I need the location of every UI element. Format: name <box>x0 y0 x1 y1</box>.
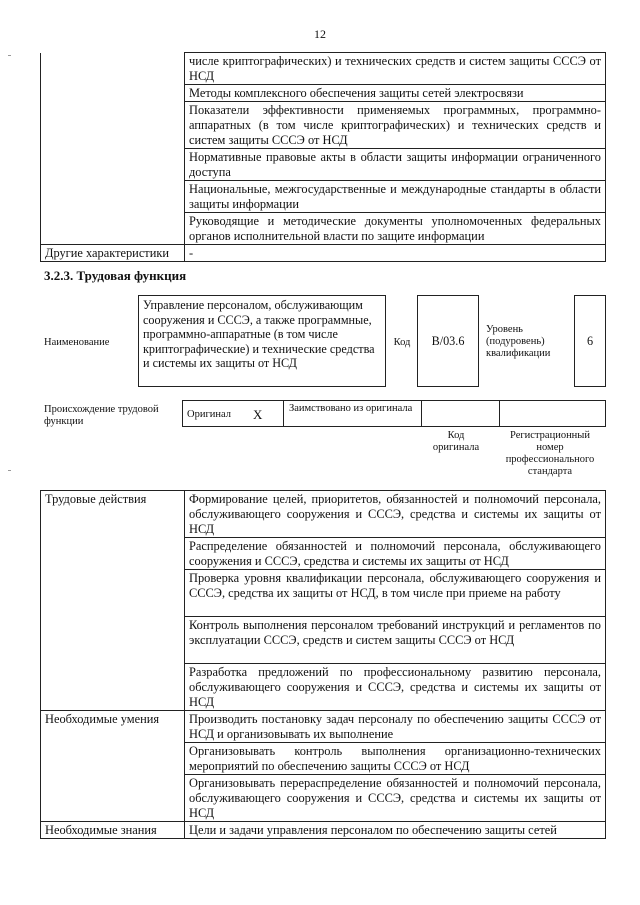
row-text: Производить постановку задач персоналу по обеспечению защиты СССЭ от НСД и организовывать их выполнение <box>185 711 606 743</box>
row-text: - <box>185 245 606 262</box>
row-label <box>41 149 185 181</box>
row-label <box>41 775 185 822</box>
table-row <box>41 491 606 538</box>
row-label: Необходимые знания <box>41 822 185 839</box>
level-label: Уровень (подуровень) квалификации <box>486 324 551 359</box>
table-row <box>41 213 606 245</box>
section-title: 3.2.3. Трудовая функция <box>44 268 187 283</box>
divider <box>283 401 284 427</box>
row-label: Другие характеристики <box>41 245 185 262</box>
row-label <box>41 743 185 775</box>
row-label <box>41 617 185 664</box>
table-row <box>41 775 606 822</box>
row-text: Распределение обязанностей и полномочий персонала, обслуживающего сооружения и СССЭ, средства и системы их защиты от НСД <box>185 538 606 570</box>
table-row <box>41 711 606 743</box>
table-row <box>41 149 606 181</box>
table-row <box>41 53 606 85</box>
table-row <box>41 664 606 711</box>
knowledge-table-continuation <box>40 52 606 262</box>
table-row <box>41 181 606 213</box>
row-label <box>41 102 185 149</box>
borrowed-label: Заимствовано из оригинала <box>289 403 413 414</box>
row-label: Трудовые действия <box>41 491 185 538</box>
scan-mark <box>8 470 11 471</box>
row-text: Показатели эффективности применяемых программных, программно-аппаратных (в том числе криптографических) и технических средств и систем защиты СССЭ от НСД <box>185 102 606 149</box>
table-row <box>41 570 606 617</box>
divider <box>421 401 422 427</box>
row-text: Национальные, межгосударственные и международные стандарты в области защиты информации <box>185 181 606 213</box>
original-mark: X <box>253 406 263 422</box>
row-text: Проверка уровня квалификации персонала, обслуживающего сооружения и СССЭ, средства их защиты от НСД, в том числе при приеме на работу <box>185 570 606 617</box>
code-label: Код <box>393 337 411 348</box>
labor-function-table <box>40 490 606 839</box>
origin-box <box>182 400 606 427</box>
row-text: Контроль выполнения персоналом требований инструкций и регламентов по эксплуатации СССЭ, средств и систем защиты СССЭ от НСД <box>185 617 606 664</box>
code-caption: Код оригинала <box>432 430 480 453</box>
table-row <box>41 743 606 775</box>
row-text: Организовывать перераспределение обязанностей и полномочий персонала, обслуживающего сооружения и СССЭ, средства и системы их защиты от НСД <box>185 775 606 822</box>
row-text: Формирование целей, приоритетов, обязанностей и полномочий персонала, обслуживающего сооружения и СССЭ, средства и системы их защиты от НСД <box>185 491 606 538</box>
original-label: Оригинал <box>187 408 231 420</box>
row-text: Методы комплексного обеспечения защиты сетей электросвязи <box>185 85 606 102</box>
row-text: Разработка предложений по профессиональному развитию персонала, обслуживающего сооружения и СССЭ, средства и системы их защиты от НСД <box>185 664 606 711</box>
row-label <box>41 538 185 570</box>
row-label <box>41 570 185 617</box>
scan-mark <box>8 55 11 56</box>
row-label <box>41 213 185 245</box>
table-row <box>41 85 606 102</box>
row-text: Цели и задачи управления персоналом по обеспечению защиты сетей <box>185 822 606 839</box>
reg-caption: Регистрационный номер профессионального стандарта <box>505 430 595 477</box>
row-label <box>41 85 185 102</box>
table-row <box>41 822 606 839</box>
function-name-box: Управление персоналом, обслуживающим сооружения и СССЭ, а также программные, программно-аппаратные (в том числе криптографические) и технические средства и системы их защиты от НСД <box>138 295 386 387</box>
row-text: числе криптографических) и технических средств и систем защиты СССЭ от НСД <box>185 53 606 85</box>
row-label: Необходимые умения <box>41 711 185 743</box>
divider <box>499 401 500 427</box>
table-row <box>41 245 606 262</box>
name-label: Наименование <box>44 337 110 348</box>
row-text: Нормативные правовые акты в области защиты информации ограниченного доступа <box>185 149 606 181</box>
row-text: Организовывать контроль выполнения организационно-технических мероприятий по обеспечению защиты СССЭ от НСД <box>185 743 606 775</box>
table-row <box>41 102 606 149</box>
row-label <box>41 664 185 711</box>
level-box: 6 <box>574 295 606 387</box>
table-row <box>41 538 606 570</box>
function-code-box: B/03.6 <box>417 295 479 387</box>
table-row <box>41 617 606 664</box>
row-label <box>41 53 185 85</box>
origin-label: Происхождение трудовой функции <box>44 404 159 427</box>
row-label <box>41 181 185 213</box>
row-text: Руководящие и методические документы уполномоченных федеральных органов исполнительной власти по защите информации <box>185 213 606 245</box>
page-number: 12 <box>314 27 326 41</box>
